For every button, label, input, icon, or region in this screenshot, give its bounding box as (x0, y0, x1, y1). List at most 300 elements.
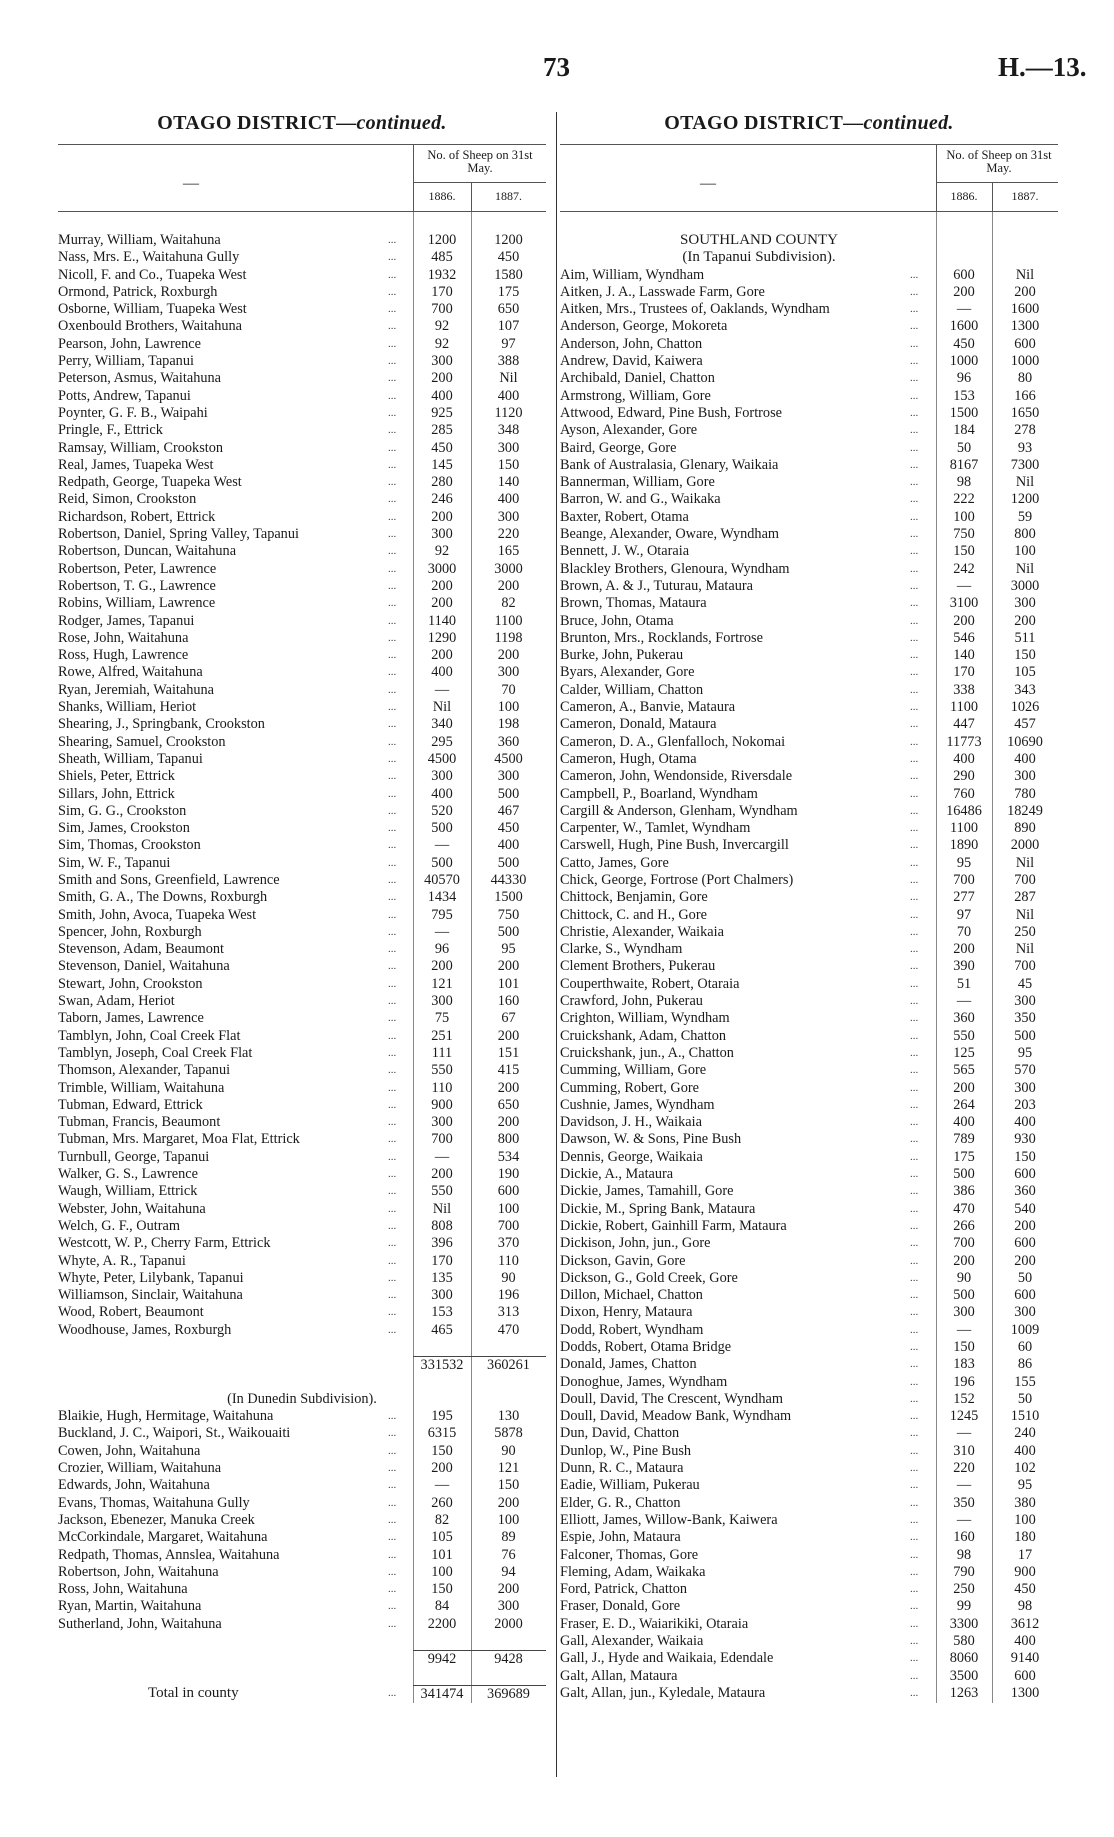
sheep-1887: 415 (497, 1062, 520, 1079)
table-row (58, 872, 546, 889)
leader-dots: ... (388, 406, 397, 419)
leader-dots: ... (388, 234, 397, 246)
owner-name: Dickson, Gavin, Gore (560, 1252, 686, 1269)
owner-name: Brown, Thomas, Mataura (560, 595, 707, 612)
owner-name: Tubman, Mrs. Margaret, Moa Flat, Ettrick (58, 1131, 300, 1148)
sheep-1887: 86 (1017, 1356, 1033, 1373)
sheep-1886: 1245 (949, 1408, 979, 1425)
sheep-1887: Nil (1015, 266, 1035, 283)
leader-dots: ... (910, 320, 919, 333)
owner-name: Clarke, S., Wyndham (560, 941, 683, 958)
sheep-1886: 100 (953, 508, 975, 525)
sheep-1887: 121 (497, 1460, 520, 1477)
sheep-1887: 3612 (1010, 1615, 1040, 1632)
owner-name: Williamson, Sinclair, Waitahuna (58, 1287, 243, 1304)
sheep-1886: 1000 (949, 353, 979, 370)
sheep-1887: 151 (497, 1044, 520, 1061)
table-row (560, 1616, 1058, 1633)
sheep-1887: 534 (497, 1148, 520, 1165)
table-row (560, 1201, 1058, 1218)
sheep-1887: 240 (1014, 1425, 1036, 1442)
leader-dots: ... (388, 303, 397, 316)
sheep-1887: 1100 (494, 612, 523, 629)
sheep-1886: 450 (431, 439, 453, 456)
sheep-1887: 3000 (494, 560, 523, 577)
owner-name: Pringle, F., Ettrick (58, 422, 163, 439)
owner-name: Blackley Brothers, Glenoura, Wyndham (560, 560, 790, 577)
table-row (560, 457, 1058, 474)
leader-dots: ... (910, 1237, 919, 1250)
leader-dots: ... (388, 752, 397, 765)
leader-dots: ... (910, 268, 919, 281)
table-row (58, 595, 546, 612)
subtotal-row (58, 1685, 546, 1702)
owner-name: Donoghue, James, Wyndham (560, 1373, 728, 1390)
leader-dots: ... (910, 1617, 919, 1630)
sheep-1887: 1300 (1010, 318, 1040, 335)
year-1886-header: 1886. (428, 189, 456, 203)
table-row (560, 370, 1058, 387)
table-row (58, 301, 546, 318)
owner-name: Rose, John, Waitahuna (58, 629, 189, 646)
year-1887-header: 1887. (495, 189, 522, 203)
leader-dots: ... (388, 908, 397, 921)
leader-dots: ... (910, 545, 919, 558)
leader-dots: ... (910, 1029, 919, 1042)
owner-name: Bannerman, William, Gore (560, 474, 715, 491)
owner-name: Trimble, William, Waitahuna (58, 1079, 225, 1096)
leader-dots: ... (388, 943, 397, 956)
sheep-1886: 450 (953, 335, 975, 352)
sheep-1887: 105 (1014, 664, 1036, 681)
sheep-1886: 200 (431, 1460, 453, 1477)
sheep-1887: 1026 (1010, 699, 1040, 716)
owner-name: Calder, William, Chatton (560, 681, 704, 698)
table-row (58, 1460, 546, 1477)
sheep-1886: — (956, 1321, 972, 1338)
owner-name: Jackson, Ebenezer, Manuka Creek (58, 1511, 255, 1528)
sheep-1886: 250 (953, 1581, 975, 1598)
sheep-1887: 890 (1014, 820, 1036, 837)
leader-dots: ... (910, 355, 919, 368)
sheep-1886: 105 (431, 1529, 453, 1546)
sheep-1887: 700 (1014, 871, 1036, 888)
owner-name: Carpenter, W., Tamlet, Wyndham (560, 820, 751, 837)
sheep-1887: 100 (1014, 543, 1036, 560)
sheep-1887: 45 (1017, 975, 1033, 992)
leader-dots: ... (388, 614, 397, 627)
sheep-1886: 300 (431, 353, 453, 370)
sheep-1887: 450 (497, 820, 520, 837)
owner-name: Sim, G. G., Crookston (58, 802, 187, 819)
leader-dots: ... (388, 1150, 397, 1163)
owner-name: Robins, William, Lawrence (58, 595, 216, 612)
table-row (58, 682, 546, 699)
sheep-1887: 348 (497, 422, 520, 439)
table-row (58, 855, 546, 872)
owner-name: Welch, G. F., Outram (58, 1217, 180, 1234)
table-row (560, 1391, 1058, 1408)
sheep-1887: 1200 (494, 232, 523, 248)
table-row (560, 1062, 1058, 1079)
leader-dots: ... (388, 735, 397, 748)
table-row (560, 1045, 1058, 1062)
sheep-1886: 110 (431, 1079, 453, 1096)
owner-name: Ross, Hugh, Lawrence (58, 647, 189, 664)
sheep-1886: 11773 (946, 733, 982, 750)
leader-dots: ... (388, 1600, 397, 1613)
sheep-1887: Nil (1015, 474, 1035, 491)
owner-name: Dillon, Michael, Chatton (560, 1287, 703, 1304)
owner-name: Catto, James, Gore (560, 854, 669, 871)
owner-name: Dodds, Robert, Otama Bridge (560, 1339, 732, 1355)
sheep-1887: 369689 (471, 1685, 546, 1703)
sheep-1887: 650 (497, 1096, 520, 1113)
owner-name: Ormond, Patrick, Roxburgh (58, 283, 218, 300)
leader-dots: ... (910, 856, 919, 869)
table-row (560, 1131, 1058, 1148)
leader-dots: ... (388, 441, 397, 454)
sheep-1886: 82 (434, 1511, 450, 1528)
sheep-1886: 160 (953, 1529, 975, 1546)
leader-dots: ... (910, 1652, 919, 1665)
leader-dots: ... (388, 372, 397, 385)
sheep-1887: 500 (497, 923, 520, 940)
table-row (58, 1512, 546, 1529)
leader-dots: ... (388, 1185, 397, 1198)
owner-name: Cargill & Anderson, Glenham, Wyndham (560, 802, 798, 819)
sheep-1887: 9140 (1010, 1650, 1040, 1667)
sheep-1886: 242 (953, 560, 975, 577)
sheep-1886: 140 (953, 647, 975, 664)
sheep-1887: 650 (497, 301, 520, 318)
sheep-1887: 1300 (1010, 1684, 1040, 1701)
leader-dots: ... (388, 597, 397, 610)
leader-dots: ... (910, 1323, 919, 1336)
leader-dots: ... (910, 787, 919, 800)
leader-dots: ... (910, 579, 919, 592)
owner-name: Doull, David, Meadow Bank, Wyndham (560, 1408, 792, 1425)
leader-dots: ... (910, 839, 919, 852)
table-row (560, 578, 1058, 595)
sheep-1887: 50 (1017, 1269, 1033, 1286)
leader-dots: ... (388, 1254, 397, 1267)
sheep-1886: 121 (431, 975, 453, 992)
leader-dots: ... (910, 1081, 919, 1094)
leader-dots: ... (388, 562, 397, 575)
sheep-1887: 600 (1014, 1235, 1036, 1252)
sheep-1886: 295 (431, 733, 453, 750)
leader-dots: ... (910, 1548, 919, 1561)
leader-dots: ... (910, 303, 919, 316)
leader-dots: ... (910, 1219, 919, 1232)
table-row (560, 336, 1058, 353)
table-row (560, 491, 1058, 508)
sheep-1886: 1500 (949, 404, 979, 421)
owner-name: Andrew, David, Kaiwera (560, 353, 703, 370)
sheep-1886: 1100 (949, 699, 979, 716)
section-heading (560, 232, 1058, 249)
sheep-1887: 380 (1014, 1494, 1036, 1511)
leader-dots: ... (388, 631, 397, 644)
owner-name: Cameron, Hugh, Otama (560, 750, 697, 767)
right-table-body (560, 232, 1058, 1702)
sheep-1887: 1580 (494, 266, 523, 283)
table-row (58, 1270, 546, 1287)
section-heading (560, 249, 1058, 266)
owner-name: Rowe, Alfred, Waitahuna (58, 664, 203, 681)
table-row (58, 422, 546, 439)
owner-name: Cushnie, James, Wyndham (560, 1096, 715, 1113)
owner-name: Armstrong, William, Gore (560, 387, 711, 404)
sheep-1886: 700 (953, 871, 975, 888)
table-row (58, 1408, 546, 1425)
table-row (560, 1564, 1058, 1581)
sheep-1887: Nil (499, 370, 518, 387)
sheep-1886: 152 (953, 1390, 975, 1407)
sheep-1886: 285 (431, 422, 453, 439)
owner-name: Dennis, George, Waikaia (560, 1148, 703, 1165)
sheep-1887: 2000 (494, 1615, 523, 1632)
table-row (560, 768, 1058, 785)
sheep-1887: 300 (497, 508, 520, 525)
sheep-1887: 400 (1014, 1114, 1036, 1131)
table-row (58, 1374, 546, 1391)
right-column (560, 112, 1058, 1702)
sheep-1887: 388 (497, 353, 520, 370)
owner-name: Aim, William, Wyndham (560, 266, 705, 283)
leader-dots: ... (388, 251, 397, 264)
table-row (560, 1028, 1058, 1045)
table-row (58, 578, 546, 595)
leader-dots: ... (388, 666, 397, 679)
sheep-1887: 200 (1014, 283, 1036, 300)
owner-name: Dun, David, Chatton (560, 1425, 680, 1442)
owner-name: Ryan, Jeremiah, Waitahuna (58, 681, 215, 698)
table-row (560, 1685, 1058, 1702)
owner-name: Byars, Alexander, Gore (560, 664, 695, 681)
sheep-1886: — (434, 1148, 450, 1165)
table-row (560, 993, 1058, 1010)
owner-name: Stevenson, Adam, Beaumont (58, 941, 224, 958)
sheep-1886: 150 (953, 1339, 975, 1355)
table-row (560, 1547, 1058, 1564)
sheep-1887: 95 (501, 941, 516, 958)
table-row (58, 613, 546, 630)
leader-dots: ... (388, 891, 397, 904)
sheep-1886: 390 (953, 958, 975, 975)
table-row (560, 872, 1058, 889)
owner-name: Chittock, C. and H., Gore (560, 906, 707, 923)
sheep-1886: 92 (434, 318, 450, 335)
sheep-1887: 300 (1014, 993, 1036, 1010)
leader-dots: ... (388, 995, 397, 1008)
leader-dots: ... (388, 1306, 397, 1319)
sheep-1886: 99 (956, 1598, 972, 1615)
sheep-1886: 84 (434, 1598, 450, 1615)
sheep-1887: 300 (497, 439, 520, 456)
leader-dots: ... (388, 1046, 397, 1059)
sheep-1887: 700 (1014, 958, 1036, 975)
sheep-1887: 196 (497, 1287, 520, 1304)
sheep-1886: 400 (953, 750, 975, 767)
sheep-1887: 60 (1017, 1339, 1033, 1355)
sheep-1886: 500 (431, 854, 453, 871)
table-row (58, 1028, 546, 1045)
leader-dots: ... (910, 804, 919, 817)
owner-name: Crawford, John, Pukerau (560, 993, 703, 1010)
table-row (58, 1633, 546, 1650)
sheep-1887: 140 (497, 474, 520, 491)
owner-name: Elder, G. R., Chatton (560, 1494, 681, 1511)
table-row (560, 1010, 1058, 1027)
leader-dots: ... (910, 441, 919, 454)
sheep-1887: 930 (1014, 1131, 1036, 1148)
owner-name: Redpath, George, Tuapeka West (58, 474, 242, 491)
leader-dots: ... (388, 1081, 397, 1094)
table-row (560, 388, 1058, 405)
sheep-1886: 50 (956, 439, 972, 456)
sheep-1887: 200 (497, 1079, 520, 1096)
sheep-1887: 1009 (1010, 1321, 1040, 1338)
table-row (58, 526, 546, 543)
sheep-1886: 200 (431, 508, 453, 525)
leader-dots: ... (388, 925, 397, 938)
year-1886-header: 1886. (950, 189, 978, 203)
sheep-1887: 200 (497, 958, 520, 975)
leader-dots: ... (910, 1375, 919, 1388)
table-row (560, 1529, 1058, 1546)
owner-name: Buckland, J. C., Waipori, St., Waikouaiti (58, 1425, 291, 1442)
table-row (560, 941, 1058, 958)
leader-dots: ... (910, 822, 919, 835)
sheep-1887: 780 (1014, 785, 1036, 802)
table-row (58, 1287, 546, 1304)
sheep-1887: 102 (1014, 1460, 1036, 1477)
leader-dots: ... (388, 1219, 397, 1232)
leader-dots: ... (388, 1323, 397, 1336)
left-table-body (58, 232, 546, 1702)
sheep-1886: 260 (431, 1494, 453, 1511)
sheep-1887: 1650 (1010, 404, 1040, 421)
sheep-1887: 200 (497, 577, 520, 594)
table-row (58, 1114, 546, 1131)
sheep-1886: 96 (434, 941, 450, 958)
leader-dots: ... (388, 337, 397, 350)
owner-name: Potts, Andrew, Tapanui (58, 387, 191, 404)
sheep-1886: 150 (431, 1581, 453, 1598)
sheep-1886: 465 (431, 1321, 453, 1338)
owner-name: Webster, John, Waitahuna (58, 1200, 206, 1217)
owner-name: Dickison, John, jun., Gore (560, 1235, 711, 1252)
sheep-1886: 200 (953, 1252, 975, 1269)
leader-dots: ... (910, 1168, 919, 1181)
table-row (560, 1235, 1058, 1252)
sheep-1886: 760 (953, 785, 975, 802)
table-row (58, 1183, 546, 1200)
sheep-1887: 9428 (471, 1650, 546, 1668)
owner-name: Sim, James, Crookston (58, 820, 190, 837)
sheep-1887: 7300 (1010, 456, 1040, 473)
sheep-1886: 92 (434, 543, 450, 560)
sheep-1886: — (956, 577, 972, 594)
owner-name: Couperthwaite, Robert, Otaraia (560, 975, 740, 992)
page-reference: H.—13. (998, 52, 1087, 82)
sheep-1886: 1932 (427, 266, 457, 283)
sheep-1886: 789 (953, 1131, 975, 1148)
table-row (560, 837, 1058, 854)
owner-name: Doull, David, The Crescent, Wyndham (560, 1390, 783, 1407)
sheep-1886: 4500 (427, 750, 457, 767)
sheep-1886: 580 (953, 1633, 975, 1650)
owner-name: Edwards, John, Waitahuna (58, 1477, 210, 1494)
sheep-1887: 350 (1014, 1010, 1036, 1027)
sheep-1886: — (956, 1477, 972, 1494)
sheep-1886: — (956, 1511, 972, 1528)
owner-name: Smith, G. A., The Downs, Roxburgh (58, 889, 268, 906)
sheep-1886: 170 (431, 283, 453, 300)
owner-name: Smith, John, Avoca, Tuapeka West (58, 906, 257, 923)
leader-dots: ... (910, 614, 919, 627)
sheep-1886: 447 (953, 716, 975, 733)
owner-name: Shearing, Samuel, Crookston (58, 733, 226, 750)
table-row (560, 405, 1058, 422)
leader-dots: ... (388, 649, 397, 662)
leader-dots: ... (910, 1669, 919, 1682)
sheep-1886: 125 (953, 1044, 975, 1061)
leader-dots: ... (388, 718, 397, 731)
owner-name: Cruickshank, Adam, Chatton (560, 1027, 726, 1044)
owner-name: Cameron, Donald, Mataura (560, 716, 717, 733)
owner-name: Westcott, W. P., Cherry Farm, Ettrick (58, 1235, 271, 1252)
sheep-1886: 153 (953, 387, 975, 404)
sheep-1887: 300 (497, 768, 520, 785)
owner-name: Cumming, Robert, Gore (560, 1079, 699, 1096)
sheep-1886: 2200 (427, 1615, 457, 1632)
leader-dots: ... (910, 1462, 919, 1475)
leader-dots: ... (388, 1168, 397, 1181)
table-row (560, 664, 1058, 681)
table-row (560, 1633, 1058, 1650)
table-row (58, 318, 546, 335)
leader-dots: ... (388, 268, 397, 281)
sheep-1887: 400 (1014, 1442, 1036, 1459)
leader-dots: ... (910, 1271, 919, 1284)
leader-dots: ... (388, 1289, 397, 1302)
table-row (560, 682, 1058, 699)
leader-dots: ... (388, 1202, 397, 1215)
leader-dots: ... (388, 1583, 397, 1596)
sheep-1887: 470 (497, 1321, 520, 1338)
leader-dots: ... (388, 977, 397, 990)
sheep-1887: 80 (1017, 370, 1033, 387)
sheep-1886: 90 (956, 1269, 972, 1286)
leader-dots: ... (388, 1064, 397, 1077)
sheep-1887: 540 (1014, 1200, 1036, 1217)
owner-name: Total in county (148, 1684, 239, 1701)
table-row (560, 958, 1058, 975)
sheep-1886: 300 (431, 526, 453, 543)
owner-name: Dickie, A., Mataura (560, 1166, 674, 1183)
owner-name: Dickie, James, Tamahill, Gore (560, 1183, 734, 1200)
owner-name: Fraser, Donald, Gore (560, 1598, 681, 1615)
owner-name: Sillars, John, Ettrick (58, 785, 175, 802)
leader-dots: ... (910, 493, 919, 506)
leader-dots: ... (388, 873, 397, 886)
table-row (58, 249, 546, 266)
sheep-1887: 300 (1014, 1304, 1036, 1321)
sheep-1887: 450 (1014, 1581, 1036, 1598)
